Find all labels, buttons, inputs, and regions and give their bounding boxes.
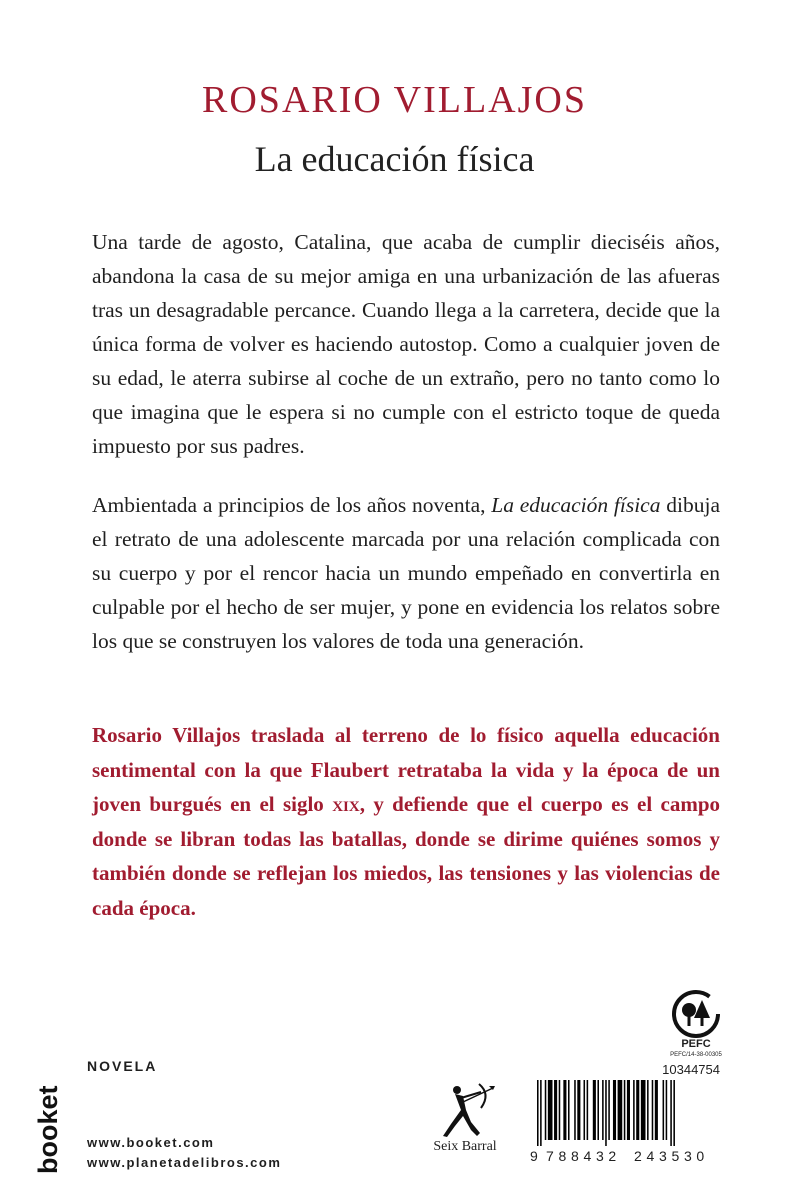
- isbn-first-digit: 9: [530, 1148, 538, 1164]
- barcode-bar: [554, 1080, 557, 1140]
- genre-label: NOVELA: [87, 1058, 158, 1074]
- barcode-bar: [545, 1080, 547, 1140]
- booket-logo-text: booket: [33, 1085, 63, 1174]
- publisher-name: Seix Barral: [433, 1139, 497, 1154]
- pefc-label: PEFC: [681, 1038, 711, 1050]
- synopsis-text: Ambientada a principios de los años noventa,: [92, 493, 492, 517]
- book-title-italic: La educación física: [491, 493, 661, 517]
- barcode-bar: [605, 1080, 607, 1146]
- barcode-bar: [602, 1080, 604, 1140]
- barcode-bar: [663, 1080, 665, 1140]
- barcode-bar: [587, 1080, 589, 1140]
- barcode-bar: [636, 1080, 639, 1140]
- synopsis-paragraph-1: Una tarde de agosto, Catalina, que acaba de cumplir dieciséis años, abandona la casa de su mejor amiga en una urbanización de las afueras tras un desagradable percance. Cuando llega a la carretera, decide que la única forma de volver es haciendo autostop. Como a cualquier joven de su edad, le aterra subirse al coche de un extraño, pero no tanto como lo que imagina que le espera si no cumple con el estricto toque de queda impuesto por sus padres.: [92, 230, 720, 458]
- website-link-planeta[interactable]: www.planetadelibros.com: [87, 1155, 282, 1170]
- barcode-bar: [577, 1080, 580, 1140]
- barcode-bar: [597, 1080, 599, 1140]
- barcode-bar: [593, 1080, 596, 1140]
- barcode-bar: [613, 1080, 616, 1140]
- blurb-text: Rosario Villajos traslada al terreno de lo físico aquella educación sentimental con la que Flaubert retrataba la vida y la época de un joven burgués en el siglo: [92, 723, 720, 817]
- website-link-booket[interactable]: www.booket.com: [87, 1135, 215, 1150]
- barcode-bar: [548, 1080, 553, 1140]
- product-code: 10344754: [662, 1062, 720, 1077]
- blurb-highlight: [92, 718, 720, 926]
- isbn-left-group: 788432: [546, 1148, 621, 1164]
- barcode-bar: [666, 1080, 668, 1140]
- author-name: ROSARIO VILLAJOS: [202, 79, 587, 121]
- blurb-text: , y defiende que el cuerpo es el campo donde se libran todas las batallas, donde se dirime quiénes somos y también donde se reflejan los miedos, las tensiones y las violencias de cada época.: [92, 792, 721, 920]
- barcode-bar: [618, 1080, 623, 1140]
- barcode-bar: [559, 1080, 561, 1140]
- pefc-code: PEFC/14-38-00305: [670, 1052, 722, 1058]
- barcode-bar: [537, 1080, 539, 1146]
- barcode-bar: [641, 1080, 646, 1140]
- barcode-bar: [670, 1080, 672, 1146]
- booket-logo: [30, 1040, 66, 1180]
- synopsis-paragraph-2: [92, 488, 720, 658]
- seix-barral-archer-icon: [433, 1080, 503, 1140]
- barcode-bar: [655, 1080, 658, 1140]
- isbn-right-group: 243530: [634, 1148, 709, 1164]
- barcode-bar: [563, 1080, 566, 1140]
- barcode-bar: [647, 1080, 649, 1140]
- barcode-bar: [584, 1080, 586, 1140]
- barcode-bar: [633, 1080, 635, 1140]
- barcode-bar: [574, 1080, 576, 1140]
- barcode-bar: [540, 1080, 542, 1146]
- century-numeral: xix: [332, 792, 360, 817]
- isbn-barcode: [537, 1080, 723, 1146]
- barcode-bar: [608, 1080, 610, 1140]
- barcode-bar: [568, 1080, 570, 1140]
- barcode-bar: [627, 1080, 630, 1140]
- booket-wordmark: [33, 1085, 63, 1174]
- pefc-trees-icon: [672, 990, 720, 1038]
- synopsis-text: dibuja el retrato de una adolescente marcada por una relación complicada con su cuerpo y por el rencor hacia un mundo empeñado en convertirla en culpable por el hecho de ser mujer, y pone en evidencia los relatos sobre los que se construyen los valores de toda una generación.: [92, 493, 721, 653]
- barcode-bar: [624, 1080, 626, 1140]
- barcode-bar: [652, 1080, 654, 1140]
- book-title: La educación física: [254, 139, 535, 179]
- barcode-bar: [673, 1080, 675, 1146]
